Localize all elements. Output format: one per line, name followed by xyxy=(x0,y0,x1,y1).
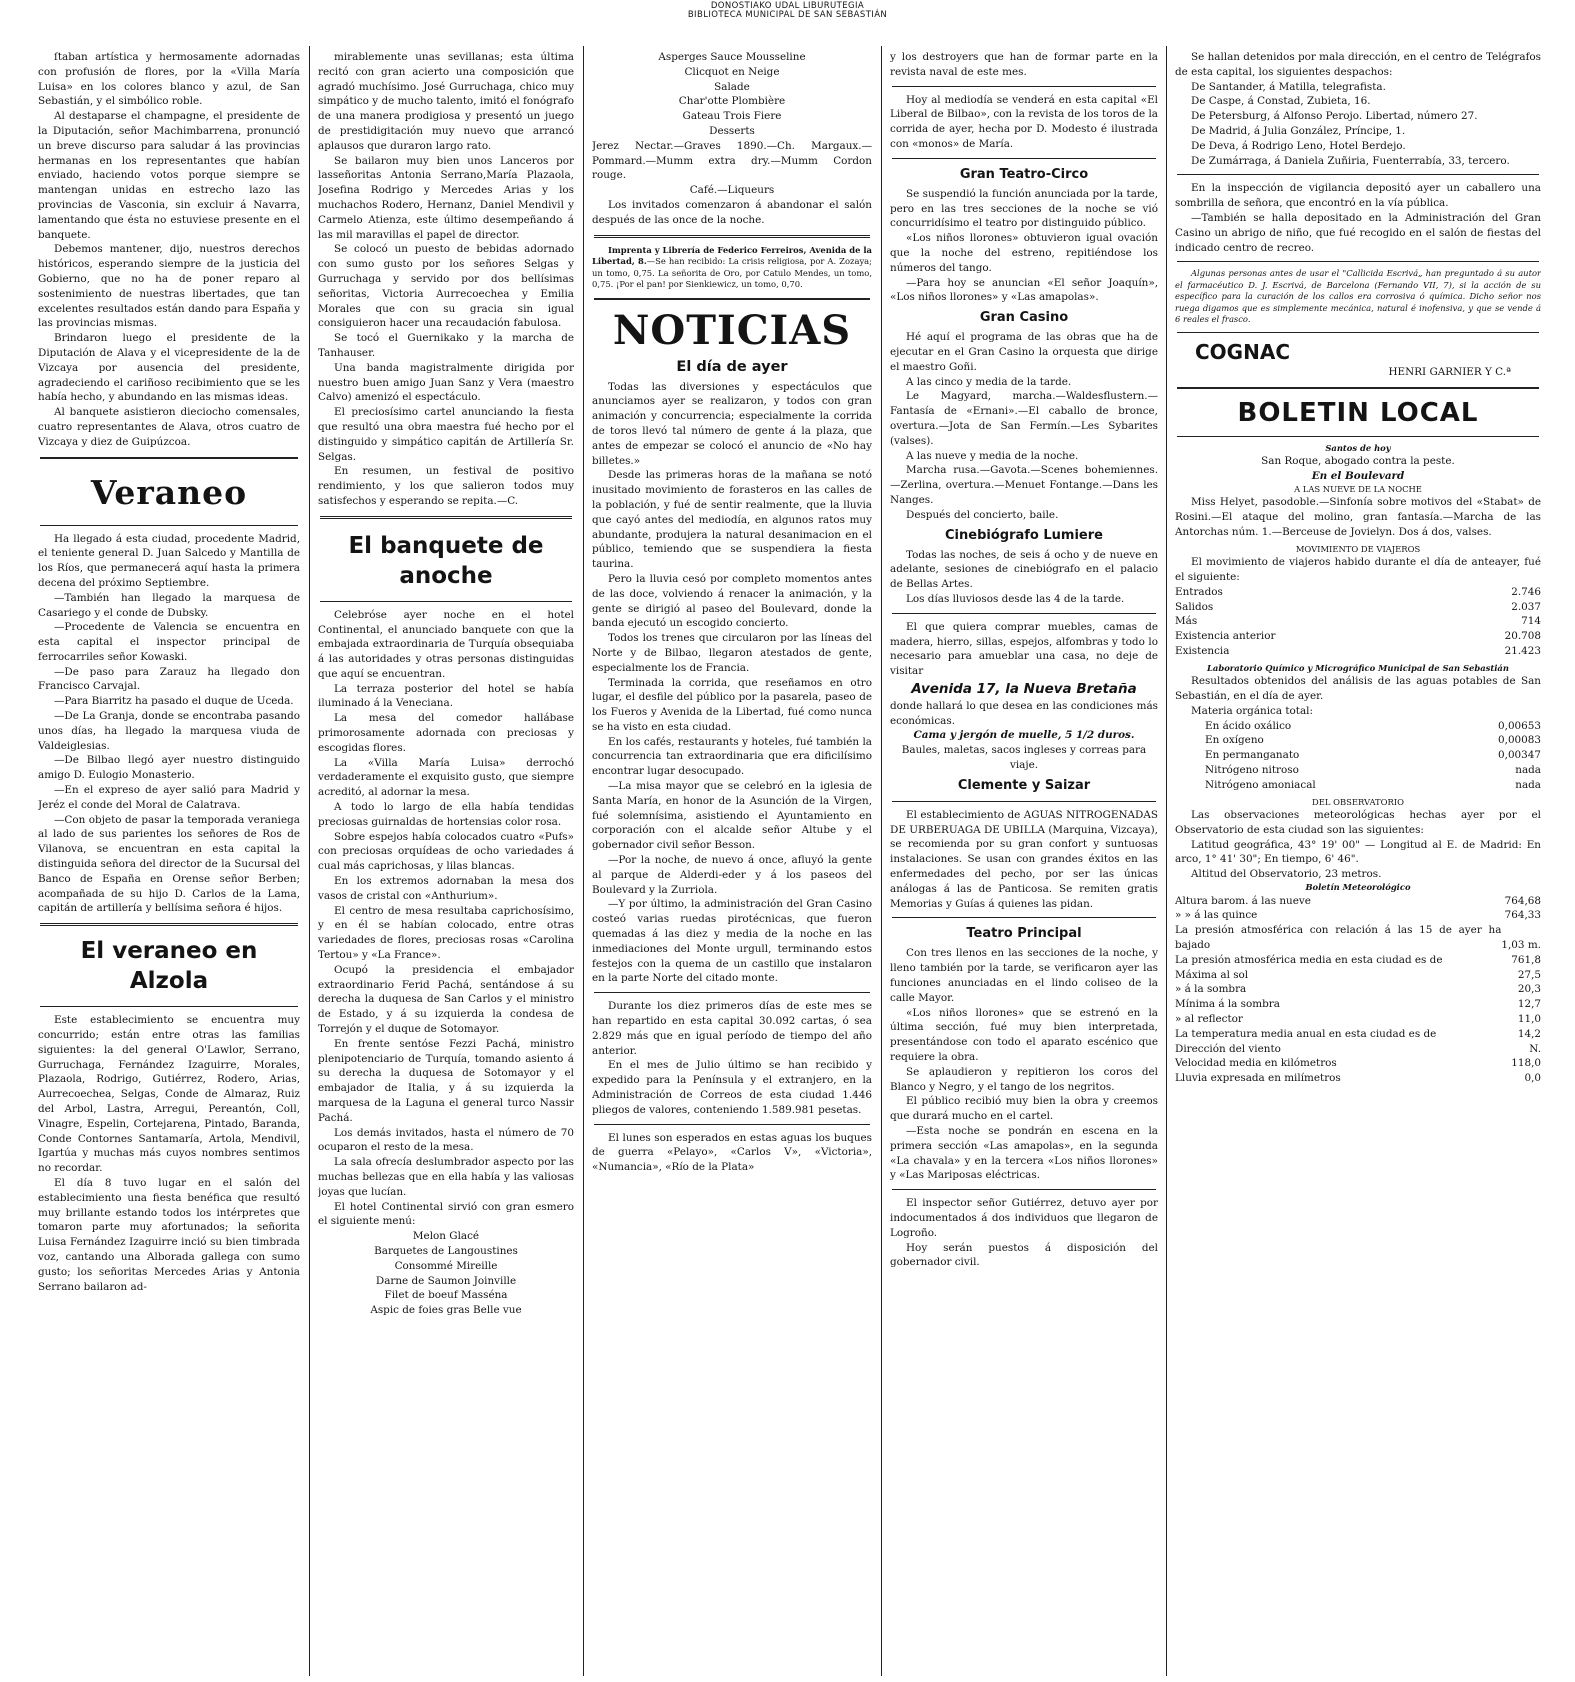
veraneo-article xyxy=(38,532,300,917)
row-label: Existencia anterior xyxy=(1175,630,1276,643)
row-label: Velocidad media en kilómetros xyxy=(1175,1057,1337,1070)
paragraph: Filet de boeuf Masséna xyxy=(384,1289,508,1302)
noticias-article xyxy=(592,380,872,987)
paragraph: En los extremos adornaban la mesa dos vasos de cristal con «Anthurium». xyxy=(318,875,574,902)
paragraph: Se bailaron muy bien unos Lanceros por lasseñoritas Antonia Serrano,María Plazaola, Josefina Rodrigo y Mercedes Arias y los muchachos Rodero, Hernanz, Daniel Mendivil y Carmelo Atienza, este último desempeñando á las mil maravillas el papel de director. xyxy=(318,154,574,241)
paragraph: De Zumárraga, á Daniela Zuñiria, Fuenterrabía, 33, tercero. xyxy=(1191,154,1510,167)
paragraph: El hotel Continental sirvió con gran esmero el siguiente menú: xyxy=(318,1200,574,1228)
paragraph: —Para Biarritz ha pasado el duque de Uceda. xyxy=(54,695,294,708)
paragraph: Melon Glacé xyxy=(412,1230,480,1243)
paragraph: Salade xyxy=(714,80,750,93)
section-rule xyxy=(40,457,298,459)
row-value: nada xyxy=(1515,778,1541,791)
row-label: Más xyxy=(1175,615,1198,628)
row-value: 764,33 xyxy=(1504,909,1541,922)
meteo-table xyxy=(1175,894,1541,1086)
row-value: 20.708 xyxy=(1504,630,1541,643)
row-value: 20,3 xyxy=(1517,983,1541,996)
paragraph: De Petersburg, á Alfonso Perojo. Libertad, número 27. xyxy=(1191,110,1478,123)
banquete-title: El banquete de anoche xyxy=(348,532,544,589)
paragraph: Desserts xyxy=(709,124,755,137)
paragraph: La sala ofrecía deslumbrador aspecto por las muchas bellezas que en ella había y las valiosas joyas que lucían. xyxy=(318,1156,574,1198)
row-value: 14,2 xyxy=(1517,1027,1541,1040)
table-row xyxy=(1175,1012,1541,1027)
table-row xyxy=(1205,778,1541,793)
paragraph: Todos los trenes que circularon por las líneas del Norte y de Bilbao, llegaron atestados de gente, especialmente los de Francia. xyxy=(592,632,872,674)
boulevard-label: En el Boulevard xyxy=(1311,469,1405,482)
table-row xyxy=(1175,908,1541,923)
materia-table xyxy=(1205,719,1541,793)
paragraph: La «Villa María Luisa» derrochó verdaderamente el exquisito gusto, que siempre acreditó, al adornar la mesa. xyxy=(318,756,574,799)
paragraph: Con tres llenos en las secciones de la noche, y lleno también por la tarde, se verificaron ayer las funciones anunciadas en el lindo coliseo de la calle Mayor. xyxy=(890,947,1158,1004)
callicida-ad: Algunas personas antes de usar el "Callicida Escrivá„ han preguntado á su autor el farmacéutico D. J. Escrivá, de Barcelona (Fernando VII, 7), si la acción de su específico para la curación de los callos era corrosiva ó química. Dicho señor nos ruega digamos que es simplemente mecánica, natural é inofensiva, y que se vende á 6 reales el frasco. xyxy=(1175,268,1541,325)
row-label: Lluvia expresada en milímetros xyxy=(1175,1072,1341,1085)
imprenta-text: —Se han recibido: La crisis religiosa, por A. Zozaya; un tomo, 0,75. La señorita de Oro, por Catulo Mendes, un tomo, 0,75. ¡Por el pan! por Sienkiewicz, un tomo, 0,70. xyxy=(592,256,872,290)
library-header-line2: BIBLIOTECA MUNICIPAL DE SAN SEBASTIÁN xyxy=(687,10,888,20)
viajeros-intro: El movimiento de viajeros habido durante el día de anteayer, fué el siguiente: xyxy=(1175,556,1541,583)
table-row xyxy=(1175,953,1541,968)
table-row xyxy=(1175,644,1541,659)
baules-ad: Baules, maletas, sacos ingleses y correas para viaje. xyxy=(901,744,1147,772)
paragraph: Barquetes de Langoustines xyxy=(374,1244,518,1257)
table-row xyxy=(1205,719,1541,734)
banquete-article xyxy=(318,608,574,1229)
paragraph: En los cafés, restaurants y hoteles, fué también la concurrencia tan extraordinaria que era dificilísimo encontrar lugar desocupado. xyxy=(592,735,872,778)
section-rule xyxy=(320,516,572,519)
table-row xyxy=(1175,982,1541,997)
paragraph: —De La Granja, donde se encontraba pasando unos días, ha llegado la marquesa viuda de Valdeiglesias. xyxy=(38,710,300,752)
principal-article xyxy=(890,946,1158,1183)
telegrafos-note: Se hallan detenidos por mala dirección, en el centro de Telégrafos de esta capital, los siguientes despachos: xyxy=(1175,51,1541,78)
section-rule xyxy=(892,158,1156,159)
cognac-ad-title: COGNAC xyxy=(1195,339,1290,364)
row-value: 0,0 xyxy=(1524,1072,1541,1085)
cine-title: Cinebiógrafo Lumiere xyxy=(945,527,1103,543)
paragraph: A las nueve y media de la noche. xyxy=(906,449,1079,462)
col4-intro: y los destroyers que han de formar parte en la revista naval de este mes. xyxy=(890,51,1158,78)
paragraph: —Con objeto de pasar la temporada veraniega al lado de sus parientes los señores de Ros de Vilanova, se encuentran en esta capital la distinguida señora del director de la Sucursal del Banco de España en Orense señor Berben; acompañada de su hijo D. Carlos de la Lama, capitán de artillería y bellísima señora é hijos. xyxy=(38,813,300,915)
row-label: » á la sombra xyxy=(1175,983,1247,996)
casino-article xyxy=(890,330,1158,522)
menu-continued xyxy=(592,50,872,139)
section-rule xyxy=(892,1189,1156,1190)
column-divider xyxy=(1166,46,1167,1676)
table-row xyxy=(1175,1042,1541,1057)
bretana-ad-text: donde hallará lo que desea en las condiciones más económicas. xyxy=(890,699,1158,727)
section-rule xyxy=(40,923,298,926)
row-value: 21.423 xyxy=(1504,644,1541,657)
row-value: 11,0 xyxy=(1517,1012,1541,1025)
library-header xyxy=(0,2,1575,20)
clemente-title: Clemente y Saizar xyxy=(957,777,1091,793)
paragraph: Ha llegado á esta ciudad, procedente Madrid, el teniente general D. Juan Salcedo y Mantilla de los Ríos, que permanecerá aquí hasta la primera decena del próximo Septiembre. xyxy=(38,532,300,589)
santos-label: Santos de hoy xyxy=(1325,442,1391,453)
paragraph: Asperges Sauce Mousseline xyxy=(658,51,806,63)
section-rule xyxy=(1177,174,1539,175)
row-label: Máxima al sol xyxy=(1175,968,1249,981)
column-3 xyxy=(592,50,872,1676)
altitud-text: Altitud del Observatorio, 23 metros. xyxy=(1191,868,1382,881)
table-row xyxy=(1175,629,1541,644)
row-value: 761,8 xyxy=(1511,953,1541,966)
paragraph: Al banquete asistieron dieciocho comensales, cuatro representantes de Alava, otros cuatro de Vizcaya y diez de Guipúzcoa. xyxy=(38,406,300,448)
bretana-ad-title: Avenida 17, la Nueva Bretaña xyxy=(911,680,1137,697)
observatorio-title: DEL OBSERVATORIO xyxy=(1312,796,1404,807)
table-row xyxy=(1175,1071,1541,1086)
paragraph: En el mes de Julio último se han recibido y expedido para la Península y el extranjero, en la Administración de Correos de esta ciudad 1.446 pliegos de valores, conteniendo 1.589.981 pesetas. xyxy=(592,1059,872,1116)
nueve-noche-label: A LAS NUEVE DE LA NOCHE xyxy=(1294,483,1422,494)
section-rule xyxy=(1177,387,1539,389)
garnier-ad: HENRI GARNIER Y C.ª xyxy=(1388,365,1511,378)
inspector-note xyxy=(890,1196,1158,1270)
table-row xyxy=(1175,585,1541,600)
paragraph: Terminada la corrida, que reseñamos en otro lugar, el desfile del público por la pasarela, paseo de los Fueros y Avenida de la Libertad, fué como nunca se ha visto en esta ciudad. xyxy=(592,676,872,733)
cama-ad: Cama y jergón de muelle, 5 1/2 duros. xyxy=(913,729,1135,742)
paragraph: Todas las diversiones y espectáculos que anunciamos ayer se realizaron, y todos con gran animación y concurrencia; especialmente la corrida de toros llevó tal número de gente á la plaza, que antes de empezar se colocó el anuncio de «No hay billetes.» xyxy=(592,380,872,467)
paragraph: En frente sentóse Fezzi Pachá, ministro plenipotenciario de Turquía, tomando asiento á su derecha la duquesa de Sotomayor y el embajador de Italia, y á su izquierda la marquesa de la Laguna el general turco Nassir Pachá. xyxy=(318,1037,574,1124)
paragraph: Desde las primeras horas de la mañana se notó inusitado movimiento de forasteros en las calles de la población, y fué de sentir realmente, que la lluvia que cayó antes del mediodía, en algunos ratos muy abundante, produjera la natural desanimacion en el público, temiendo que se suspendiera la fiesta taurina. xyxy=(592,469,872,571)
paragraph: —Por la noche, de nuevo á once, afluyó la gente al parque de Alderdi-eder y á los paseos del Boulevard y la Zurriola. xyxy=(592,854,872,896)
table-row xyxy=(1175,1056,1541,1071)
paragraph: A las cinco y media de la tarde. xyxy=(906,375,1072,388)
paragraph: Clicquot en Neige xyxy=(684,65,780,78)
row-value: N. xyxy=(1529,1042,1541,1055)
paragraph: —Y por último, la administración del Gran Casino costeó varias ruedas pirotécnicas, que fueron quemadas á las diez y media de la noche en las inmediaciones del Monte urgull, terminando estos festejos con la quema de un castillo que instalaron en la parte Norte del citado monte. xyxy=(592,898,872,985)
paragraph: Después del concierto, baile. xyxy=(906,508,1059,521)
paragraph: —La misa mayor que se celebró en la iglesia de Santa María, en honor de la Asunción de la Virgen, fué solemnísima, asistiendo el Ayuntamiento en corporación con el alcalde señor Altube y el gobernador civil señor Besson. xyxy=(592,780,872,852)
row-label: » al reflector xyxy=(1175,1012,1243,1025)
row-label: La presión atmosférica con relación á las 15 de ayer ha bajado xyxy=(1175,924,1502,951)
row-value: 764,68 xyxy=(1504,894,1541,907)
row-value: 0,00083 xyxy=(1498,734,1541,747)
table-row xyxy=(1175,614,1541,629)
column-1 xyxy=(38,50,300,1676)
row-label: Nitrógeno amoniacal xyxy=(1205,778,1316,791)
row-value: 0,00347 xyxy=(1498,749,1541,762)
table-row xyxy=(1205,763,1541,778)
row-label: Mínima á la sombra xyxy=(1175,998,1280,1011)
paragraph: —De paso para Zarauz ha llegado don Francisco Carvajal. xyxy=(38,665,300,693)
row-label: En permanganato xyxy=(1205,749,1300,762)
row-label: Dirección del viento xyxy=(1175,1042,1281,1055)
paragraph: ſtaban artística y hermosamente adornadas con profusión de flores, por la «Villa María Luisa» en los colores blanco y azul, de San Sebastián, y el simbólico roble. xyxy=(38,51,300,108)
row-value: 1,03 m. xyxy=(1501,938,1541,951)
paragraph: Marcha rusa.—Gavota.—Scenes bohemiennes.—Zerlina, overtura.—Menuet Fontange.—Dans les Nanges. xyxy=(890,464,1158,506)
paragraph: El inspector señor Gutiérrez, detuvo ayer por indocumentados á dos individuos que llegaron de Logroño. xyxy=(890,1197,1158,1239)
menu-list xyxy=(318,1229,574,1318)
liberal-note: Hoy al mediodía se venderá en esta capital «El Liberal de Bilbao», con la revista de los toros de la corrida de ayer, hecha por D. Modesto é ilustrada con «monos» de María. xyxy=(890,93,1158,150)
paragraph: —También se halla depositado en la Administración del Gran Casino un abrigo de niño, que fué recogido en el salón de fiestas del indicado centro de recreo. xyxy=(1175,211,1541,254)
column-2 xyxy=(318,50,574,1676)
wine-list: Jerez Nectar.—Graves 1890.—Ch. Margaux.—Pommard.—Mumm extra dry.—Mumm Cordon rouge. xyxy=(592,139,872,182)
casino-title: Gran Casino xyxy=(979,310,1069,326)
section-rule xyxy=(1177,261,1539,262)
paragraph: De Caspe, á Constad, Zubieta, 16. xyxy=(1191,95,1371,108)
paragraph: Al destaparse el champagne, el presidente de la Diputación, señor Machimbarrena, pronunció un breve discurso para saludar á las provincias hermanas en los representantes que habían enviado, haciendo votos porque siempre se mantengan unidas en estrecho lazo las provincias de Vasconia, sin excluir á Navarra, lamentando que ésta no estuviese presente en el banquete. xyxy=(38,110,300,241)
paragraph: Todas las noches, de seis á ocho y de nueve en adelante, sesiones de cinebiógrafo en el palacio de Bellas Artes. xyxy=(890,548,1158,591)
circo-article xyxy=(890,187,1158,305)
row-label: La presión atmosférica media en esta ciudad es de xyxy=(1175,953,1443,966)
muebles-ad: El que quiera comprar muebles, camas de madera, hierro, sillas, espejos, alfombras y todo lo necesario para amueblar una casa, no deje de visitar xyxy=(890,620,1158,678)
table-row xyxy=(1205,733,1541,748)
table-row xyxy=(1175,997,1541,1012)
section-rule xyxy=(594,298,870,300)
paragraph: Le Magyard, marcha.—Waldesflustern.—Fantasía de «Ernani».—El caballo de bronce, overtura.—Jota de San Fermín.—Les Sybarites (valses). xyxy=(890,390,1158,447)
section-rule xyxy=(40,525,298,526)
paragraph: De Santander, á Matilla, telegrafista. xyxy=(1191,80,1386,93)
paragraph: Hé aquí el programa de las obras que ha de ejecutar en el Gran Casino la orquesta que dirige el maestro Goñi. xyxy=(890,331,1158,373)
paragraph: mirablemente unas sevillanas; esta última recitó con gran acierto una composición que agradó muchísimo. José Gurruchaga, chico muy simpático y de mucho talento, imitó el fonógrafo de una manera prodigiosa y presentó un juego de prestidigitación muy nuevo que arrancó aplausos que duraron largo rato. xyxy=(318,51,574,152)
section-rule xyxy=(320,601,572,602)
paragraph: Sobre espejos había colocados cuatro «Pufs» con preciosas orquídeas de ocho variedades á cual más caprichosas, y lilas blancas. xyxy=(318,830,574,873)
buques-note: El lunes son esperados en estas aguas los buques de guerra «Pelayo», «Carlos V», «Victoria», «Numancia», «Río de la Plata» xyxy=(592,1131,872,1174)
imprenta-name: Imprenta y Librería de Federico Ferreiros, Avenida de la Libertad, 8. xyxy=(592,244,872,267)
newspaper-page xyxy=(36,40,1541,1676)
paragraph: Debemos mantener, dijo, nuestros derechos históricos, esperando siempre de la justicia del Gobierno, que no ha de poner reparo al sostenimiento de nuestras libertades, que tan excelentes resultados están dando para España y las provincias mismas. xyxy=(38,243,300,330)
paragraph: El día 8 tuvo lugar en el salón del establecimiento una fiesta benéfica que resultó muy brillante estando todos los intérpretes que tomaron parte muy afortunados; la señorita Luisa Fernández Izaguirre inció su bien timbrada voz, cantando una Alborada gallega con sumo gusto; los señoritas Mercedes Arias y Antonia Serrano bailaron ad- xyxy=(38,1177,300,1293)
table-row xyxy=(1175,923,1541,953)
column-4 xyxy=(890,50,1158,1676)
boulevard-programa: Miss Helyet, pasodoble.—Sinfonía sobre motivos del «Stabat» de Rosini.—El ataque del molino, gran fantasía.—Marcha de las Antorchas núm. 1.—Berceuse de Jovielyn. Dos á dos, valses. xyxy=(1175,496,1541,538)
section-rule xyxy=(892,917,1156,918)
laboratorio-title: Laboratorio Químico y Micrográfico Municipal de San Sebastián xyxy=(1207,662,1509,673)
row-value: nada xyxy=(1515,764,1541,776)
table-row xyxy=(1175,600,1541,615)
latitud-text: Latitud geográfica, 43° 19' 00" — Longitud al E. de Madrid: En arco, 1° 41' 30"; En tiempo, 6' 46". xyxy=(1175,838,1541,866)
section-rule xyxy=(1177,332,1539,333)
paragraph: La terraza posterior del hotel se había iluminado á la Veneciana. xyxy=(318,682,574,710)
paragraph: En la inspección de vigilancia depositó ayer un caballero una sombrilla de señora, que encontró en la vía pública. xyxy=(1175,182,1541,210)
section-rule xyxy=(594,235,870,238)
paragraph: Darne de Saumon Joinville xyxy=(375,1274,517,1287)
row-value: 714 xyxy=(1521,615,1541,628)
paragraph: —Para hoy se anuncian «El señor Joaquín», «Los niños llorones» y «Las amapolas». xyxy=(890,276,1158,304)
paragraph: —Procedente de Valencia se encuentra en esta capital el inspector principal de ferrocarriles señor Kowaski. xyxy=(38,621,300,663)
row-label: » » á las quince xyxy=(1175,909,1258,922)
correos-article xyxy=(592,999,872,1117)
alzola-article xyxy=(38,1013,300,1294)
paragraph: Ocupó la presidencia el embajador extraordinario Ferid Pachá, sentándose á su derecha la duquesa de San Carlos y el ministro de Estado, y á su izquierda la condesa de Torrejón y el duque de Sotomayor. xyxy=(318,963,574,1036)
row-label: Salidos xyxy=(1175,600,1214,613)
row-label: Entrados xyxy=(1175,585,1223,598)
section-rule xyxy=(594,1124,870,1125)
boletin-local-title: BOLETIN LOCAL xyxy=(1237,397,1479,428)
paragraph: Hoy serán puestos á disposición del gobernador civil. xyxy=(890,1241,1158,1269)
veraneo-title: Veraneo xyxy=(90,472,248,512)
section-rule xyxy=(40,1006,298,1007)
paragraph: Gateau Trois Fiere xyxy=(682,110,782,123)
table-row xyxy=(1175,1027,1541,1042)
row-value: 2.746 xyxy=(1511,585,1541,598)
paragraph: De Deva, á Rodrigo Leno, Hotel Berdejo. xyxy=(1191,139,1406,152)
paragraph: Este establecimiento se encuentra muy concurrido; están entre otras las familias siguientes: la del general O'Lawlor, Serrano, Gurruchaga, Fernández Izaguirre, Morales, Plazaola, Rodrigo, Gutiérrez, Rodero, Arias, Aurrecoechea, Selgas, Conde de Almaraz, Ruiz del Arbol, Lastra, Arregui, Pereantón, Coll, Vinagre, Espelin, Cortejarena, Pintado, Baranda, Conde Contornes Santamaría, Artola, Mendivil, Igartúa y muchas más cuyos nombres sentimos no recordar. xyxy=(38,1014,300,1175)
santos-text: San Roque, abogado contra la peste. xyxy=(1261,455,1455,468)
column-divider xyxy=(881,46,882,1676)
despachos-list xyxy=(1175,80,1541,169)
paragraph: Durante los diez primeros días de este mes se han repartido en esta capital 30.092 cartas, ó sea 2.829 más que en igual período de tiempo del año anterior. xyxy=(592,1000,872,1057)
paragraph: El público recibió muy bien la obra y creemos que durará mucho en el cartel. xyxy=(890,1095,1158,1123)
paragraph: —Esta noche se pondrán en escena en la primera sección «Las amapolas», en la segunda «La chavala» y en la tercera «Los niños llorones» y «Las Mariposas eléctricas. xyxy=(890,1125,1158,1182)
aguas-ad: El establecimiento de AGUAS NITROGENADAS DE URBERUAGA DE UBILLA (Marquina, Vizcaya), se recomienda por su gran confort y suntuosas instalaciones. Se usan con grandes éxitos en las enfermedades del pecho, por ser las únicas análogas á las de Panticosa. Se remiten gratis Memorias y Guías á quienes las pidan. xyxy=(890,808,1158,910)
paragraph: Los días lluviosos desde las 4 de la tarde. xyxy=(906,592,1125,605)
paragraph: Se aplaudieron y repitieron los coros del Blanco y Negro, y el tango de los negritos. xyxy=(890,1065,1158,1093)
row-value: 118,0 xyxy=(1511,1057,1541,1070)
circo-title: Gran Teatro-Circo xyxy=(959,166,1089,182)
paragraph: Una banda magistralmente dirigida por nuestro buen amigo Juan Sanz y Vera (maestro Calvo) amenizó el espectáculo. xyxy=(318,361,574,404)
paragraph: El preciosísimo cartel anunciando la fiesta que resultó una obra maestra fué hecho por el distinguido y simpático capitán de Artillería Sr. Selgas. xyxy=(318,406,574,463)
paragraph: Se tocó el Guernikako y la marcha de Tanhauser. xyxy=(318,332,574,359)
library-header-line1: DONOSTIAKO UDAL LIBURUTEGIA xyxy=(710,1,865,11)
row-label: Altura barom. á las nueve xyxy=(1175,894,1311,907)
row-label: En oxígeno xyxy=(1205,734,1264,747)
row-value: 27,5 xyxy=(1517,968,1541,981)
paragraph: «Los niños llorones» que se estrenó en la última sección, fué muy bien interpretada, presentándose con todo el aparato escénico que requiere la obra. xyxy=(890,1006,1158,1064)
column-divider xyxy=(583,46,584,1676)
paragraph: Los demás invitados, hasta el número de 70 ocuparon el resto de la mesa. xyxy=(318,1126,574,1154)
section-rule xyxy=(594,992,870,993)
noticias-title: NOTICIAS xyxy=(612,306,852,354)
paragraph: —En el expreso de ayer salió para Madrid y Jeréz el conde del Moral de Calatrava. xyxy=(38,784,300,811)
paragraph: De Madrid, á Julia González, Príncipe, 1. xyxy=(1191,124,1406,137)
paragraph: El centro de mesa resultaba caprichosísimo, y en él se habían colocado, entre otras variedades de flores, preciosas rosas «Carolina Tertou» y «La France». xyxy=(318,904,574,962)
paragraph: Aspic de foies gras Belle vue xyxy=(370,1304,522,1317)
principal-title: Teatro Principal xyxy=(966,926,1082,942)
dia-de-ayer-title: El día de ayer xyxy=(676,358,788,375)
table-row xyxy=(1205,748,1541,763)
paragraph: —De Bilbao llegó ayer nuestro distinguido amigo D. Eulogio Monasterio. xyxy=(38,754,300,782)
viajeros-table xyxy=(1175,585,1541,659)
paragraph: Se suspendió la función anunciada por la tarde, pero en las tres secciones de la noche se vió concurridísimo el teatro por distinguido público. xyxy=(890,187,1158,230)
col1-intro xyxy=(38,50,300,450)
col2-intro xyxy=(318,50,574,509)
paragraph: La mesa del comedor hallábase primorosamente adornada con preciosas y escogidas flores. xyxy=(318,712,574,754)
observatorio-intro: Las observaciones meteorológicas hechas ayer por el Observatorio de esta ciudad son las siguientes: xyxy=(1175,809,1541,836)
paragraph: Celebróse ayer noche en el hotel Continental, el anunciado banquete con que la embajada extraordinaria de Turquía obsequiaba á las autoridades y otras personas distinguidas que aquí se encuentran. xyxy=(318,608,574,680)
paragraph: Se colocó un puesto de bebidas adornado con sumo gusto por los señores Selgas y Gurruchaga y servido por dos bellísimas señoritas, Victoria Aurrecoechea y Emilia Morales que con su gracia sin igual consiguieron hacer una recaudación fabulosa. xyxy=(318,243,574,330)
section-rule xyxy=(892,613,1156,614)
row-label: Nitrógeno nitroso xyxy=(1205,764,1299,776)
paragraph: Consommé Mireille xyxy=(394,1259,498,1272)
table-row xyxy=(1175,968,1541,983)
column-divider xyxy=(309,46,310,1676)
objetos-hallados xyxy=(1175,181,1541,255)
paragraph: A todo lo largo de ella había tendidas preciosas guirnaldas de hortensias color rosa. xyxy=(318,801,574,828)
cine-article xyxy=(890,548,1158,607)
section-rule xyxy=(892,801,1156,802)
laboratorio-intro: Resultados obtenidos del análisis de las aguas potables de San Sebastián, en el día de ayer. xyxy=(1175,675,1541,703)
boletin-met-title: Boletín Meteorológico xyxy=(1305,882,1411,893)
paragraph: Char'otte Plombière xyxy=(678,95,786,108)
banquete-closing: Los invitados comenzaron á abandonar el salón después de las once de la noche. xyxy=(592,198,872,226)
paragraph: —También han llegado la marquesa de Casariego y el conde de Dubsky. xyxy=(38,591,300,619)
row-value: 12,7 xyxy=(1517,998,1541,1011)
paragraph: Pero la lluvia cesó por completo momentos antes de las doce, volviendo á renacer la animación, y la gente se dirigió al paseo del Boulevard, donde la banda ejecutó un escogido concierto. xyxy=(592,572,872,630)
row-label: Existencia xyxy=(1175,644,1230,657)
materia-label: Materia orgánica total: xyxy=(1191,704,1313,717)
section-rule xyxy=(1177,436,1539,437)
column-5 xyxy=(1175,50,1541,1676)
table-row xyxy=(1175,894,1541,909)
alzola-title: El veraneo en Alzola xyxy=(80,938,258,995)
paragraph: «Los niños llorones» obtuvieron igual ovación que la noche del estreno, repitiéndose los números del tango. xyxy=(890,232,1158,274)
paragraph: Brindaron luego el presidente de la Diputación de Alava y el vicepresidente de la de Vizcaya por ausencia del presidente, agradeciendo el cariñoso recibimiento que se les había hecho, y abundando en las mismas ideas. xyxy=(38,332,300,404)
viajeros-title: MOVIMIENTO DE VIAJEROS xyxy=(1295,543,1421,554)
row-label: En ácido oxálico xyxy=(1205,719,1292,732)
paragraph: En resumen, un festival de positivo rendimiento, y los que salieron todos muy satisfechos y esperando se repita.—C. xyxy=(318,465,574,507)
section-rule xyxy=(892,86,1156,87)
row-value: 0,00653 xyxy=(1498,719,1541,732)
row-label: La temperatura media anual en esta ciudad es de xyxy=(1175,1027,1437,1040)
row-value: 2.037 xyxy=(1511,600,1541,613)
cafe-line: Café.—Liqueurs xyxy=(689,184,775,197)
